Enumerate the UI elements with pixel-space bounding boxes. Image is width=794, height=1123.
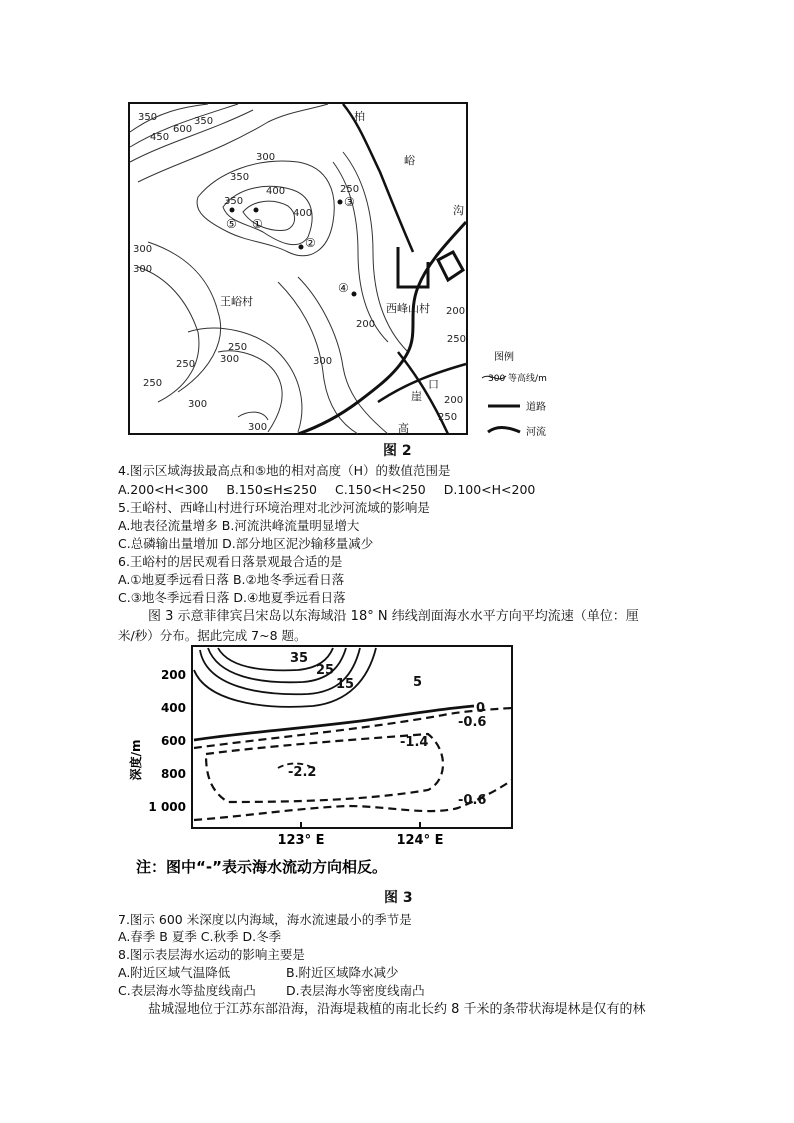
- place-label: 崖: [411, 390, 422, 403]
- contour-label: 400: [293, 208, 313, 219]
- intro-line1: 图 3 示意菲律宾吕宋岛以东海域沿 18° N 纬线剖面海水水平方向平均流速（单位：厘: [148, 609, 639, 624]
- q4-options: [118, 481, 535, 498]
- place-label: 柏: [354, 110, 365, 123]
- q8-option-a[interactable]: A.附近区域气温降低: [118, 965, 231, 980]
- q6-options-line2[interactable]: C.③地冬季远看日落 D.④地夏季远看日落: [118, 590, 346, 605]
- q4-option-b[interactable]: B.150≤H≤250: [226, 482, 317, 497]
- contour-label: 350: [194, 116, 214, 127]
- place-label: 口: [428, 378, 439, 391]
- q8-stem: 8.图示表层海水运动的影响主要是: [118, 947, 305, 962]
- q8-options-line2: [118, 982, 425, 999]
- contour-label-5: 5: [413, 675, 423, 690]
- contour-label: 250: [438, 412, 458, 423]
- place-label: 沟: [453, 204, 464, 217]
- contour-label: 350: [230, 172, 250, 183]
- figure3-caption: 图 3: [384, 890, 413, 906]
- contour-label: 250: [143, 378, 163, 389]
- contour-label: 300: [256, 152, 276, 163]
- q5-options-line1[interactable]: A.地表径流量增多 B.河流洪峰流量明显增大: [118, 518, 360, 533]
- q8-option-b[interactable]: B.附近区域降水减少: [286, 965, 399, 980]
- place-label: 峪: [404, 154, 415, 167]
- legend-road: 道路: [526, 402, 546, 413]
- contour-label-neg1-4: -1.4: [400, 735, 429, 750]
- contour-label: 450: [150, 132, 170, 143]
- q4-option-d[interactable]: D.100<H<200: [443, 482, 536, 497]
- contour-label: 300: [248, 422, 268, 433]
- contour-label-25: 25: [316, 663, 335, 678]
- q8-options-line1: [118, 964, 399, 981]
- intro-line2: 米/秒）分布。据此完成 7~8 题。: [118, 628, 307, 643]
- contour-label: 300: [188, 399, 208, 410]
- q6-stem: 6.王峪村的居民观看日落景观最合适的是: [118, 554, 343, 569]
- legend-contour: 300 等高线/m: [488, 374, 547, 384]
- contour-label: 200: [356, 319, 376, 330]
- q4-option-c[interactable]: C.150<H<250: [334, 482, 426, 497]
- figure3-intro: [118, 607, 678, 626]
- contour-label-15: 15: [336, 677, 355, 692]
- y-tick: 200: [160, 668, 186, 682]
- q4-option-a[interactable]: A.200<H<300: [118, 482, 209, 497]
- contour-label: 350: [224, 196, 244, 207]
- village-xifeng-label: 西峰山村: [386, 302, 430, 315]
- q8-option-c[interactable]: C.表层海水等盐度线南凸: [118, 983, 256, 998]
- point-3-label: ③: [344, 195, 355, 209]
- x-tick: 123° E: [277, 833, 325, 848]
- figure2-caption: 图 2: [383, 443, 412, 459]
- q6-options-line1[interactable]: A.①地夏季远看日落 B.②地冬季远看日落: [118, 572, 345, 587]
- place-label: 高: [398, 422, 409, 435]
- contour-label: 350: [138, 112, 158, 123]
- y-tick: 600: [160, 734, 186, 748]
- contour-label-0: 0: [476, 701, 486, 716]
- point-4-label: ④: [338, 281, 349, 295]
- legend-river: 河流: [526, 427, 546, 438]
- q5-stem: 5.王峪村、西峰山村进行环境治理对北沙河流域的影响是: [118, 500, 430, 515]
- x-tick: 124° E: [396, 833, 444, 848]
- contour-label: 300: [133, 244, 153, 255]
- figure3-velocity-section: [128, 640, 528, 900]
- contour-label: 250: [446, 334, 466, 345]
- figure2-legend: [480, 348, 590, 440]
- y-tick: 800: [160, 767, 186, 781]
- contour-label-neg0-6: -0.6: [458, 715, 487, 730]
- contour-label: 300: [133, 264, 153, 275]
- q7-stem: 7.图示 600 米深度以内海域，海水流速最小的季节是: [118, 912, 412, 927]
- point-5-label: ⑤: [226, 217, 237, 231]
- contour-label: 200: [446, 306, 466, 317]
- figure2-topographic-map: [128, 102, 468, 435]
- contour-label: 300: [313, 356, 333, 367]
- contour-label-35: 35: [290, 651, 309, 666]
- y-tick: 400: [160, 701, 186, 715]
- y-axis-label: 深度/m: [129, 739, 143, 781]
- village-wangyu-label: 王峪村: [220, 295, 253, 308]
- contour-label: 250: [228, 342, 248, 353]
- contour-label: 600: [173, 124, 193, 135]
- closing-text: 盐城湿地位于江苏东部沿海，沿海堤栽植的南北长约 8 千米的条带状海堤林是仅有的林: [148, 1002, 646, 1017]
- contour-label: 250: [176, 359, 196, 370]
- contour-label-neg2-2: -2.2: [288, 765, 317, 780]
- closing-paragraph: [118, 1000, 678, 1019]
- point-2-label: ②: [305, 236, 316, 250]
- contour-label: 300: [220, 354, 240, 365]
- point-1-label: ①: [252, 217, 263, 231]
- y-tick: 1 000: [148, 800, 186, 814]
- q7-options[interactable]: A.春季 B 夏季 C.秋季 D.冬季: [118, 929, 282, 944]
- contour-label-neg0-6b: -0.6: [458, 793, 487, 808]
- legend-title: 图例: [494, 352, 514, 363]
- q4-stem: 4.图示区域海拔最高点和⑤地的相对高度（H）的数值范围是: [118, 463, 451, 478]
- q5-options-line2[interactable]: C.总磷输出量增加 D.部分地区泥沙输移量减少: [118, 536, 374, 551]
- contour-label: 400: [266, 186, 286, 197]
- contour-label: 200: [444, 395, 464, 406]
- figure3-note: 注：图中“-”表示海水流动方向相反。: [136, 858, 387, 876]
- contour-label: 250: [340, 184, 360, 195]
- q8-option-d[interactable]: D.表层海水等密度线南凸: [286, 983, 425, 998]
